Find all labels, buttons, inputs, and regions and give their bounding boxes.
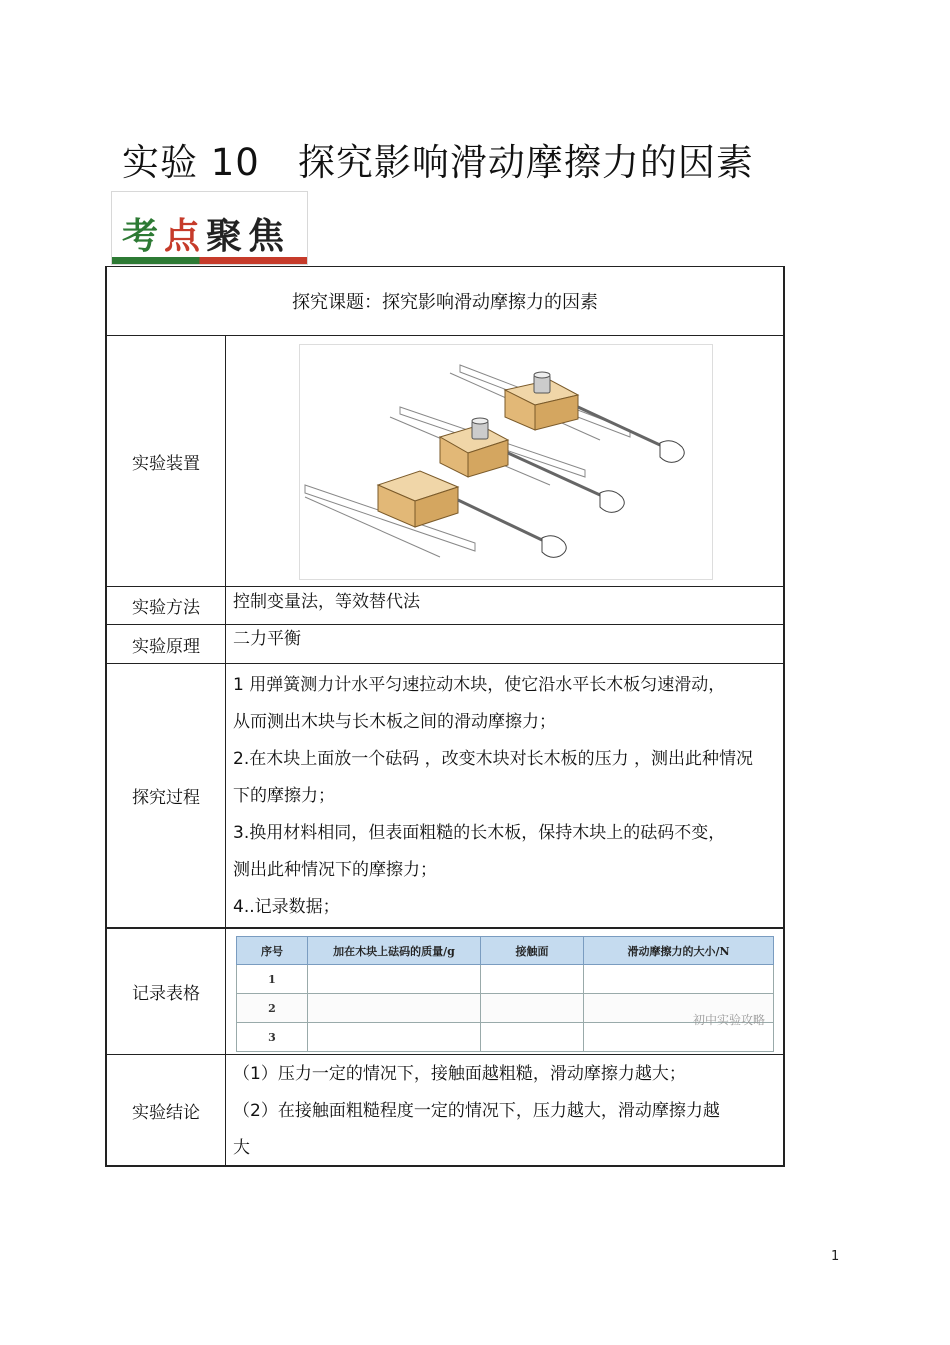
method-row	[105, 586, 785, 624]
section-badge	[111, 191, 308, 265]
principle-value: 二力平衡	[233, 629, 301, 649]
conclusion-line: （2）在接触面粗糙程度一定的情况下，压力越大，滑动摩擦力越	[233, 1101, 720, 1121]
process-line: 3.换用材料相同，但表面粗糙的长木板，保持木块上的砝码不变，	[233, 823, 726, 843]
process-line: 1 用弹簧测力计水平匀速拉动木块，使它沿水平长木板匀速滑动，	[233, 675, 726, 695]
record-index: 3	[237, 1023, 308, 1052]
record-header: 序号	[237, 937, 308, 965]
badge-underline	[112, 257, 307, 264]
topic-row	[105, 266, 785, 335]
method-value: 控制变量法，等效替代法	[233, 592, 420, 612]
conclusion-line: 大	[233, 1138, 250, 1158]
process-line: 2.在木块上面放一个砝码 ，改变木块对长木板的压力 ，测出此种情况	[233, 749, 754, 769]
principle-label: 实验原理	[107, 625, 226, 663]
record-index: 1	[237, 965, 308, 994]
topic-text: 探究课题：探究影响滑动摩擦力的因素	[292, 292, 598, 313]
principle-row	[105, 624, 785, 663]
method-label: 实验方法	[107, 587, 226, 624]
watermark-text: 初中实验攻略	[692, 1013, 765, 1027]
conclusion-row	[105, 1054, 785, 1167]
apparatus-illustration	[299, 344, 713, 580]
hand-icon	[542, 441, 684, 558]
apparatus-row	[105, 335, 785, 586]
conclusion-label: 实验结论	[107, 1055, 226, 1165]
record-header: 加在木块上砝码的质量/g	[308, 937, 481, 965]
process-line: 从而测出木块与长木板之间的滑动摩擦力；	[233, 712, 556, 732]
process-line: 4..记录数据；	[233, 897, 340, 917]
badge-char: 点	[164, 215, 207, 257]
wood-block-back	[505, 372, 578, 430]
page-number: 1	[831, 1249, 840, 1264]
process-line: 下的摩擦力；	[233, 786, 335, 806]
record-table	[236, 936, 774, 1052]
record-index: 2	[237, 994, 308, 1023]
badge-char: 聚	[206, 215, 249, 257]
conclusion-line: （1）压力一定的情况下，接触面越粗糙，滑动摩擦力越大；	[233, 1064, 686, 1084]
record-label: 记录表格	[107, 929, 226, 1054]
badge-char: 考	[122, 215, 165, 257]
badge-char: 焦	[248, 215, 291, 257]
process-row	[105, 663, 785, 927]
process-label: 探究过程	[107, 664, 226, 927]
record-header: 接触面	[481, 937, 584, 965]
apparatus-label: 实验装置	[107, 336, 226, 586]
page-title: 实验 10 探究影响滑动摩擦力的因素	[122, 141, 754, 184]
process-line: 测出此种情况下的摩擦力；	[233, 860, 437, 880]
table-row	[237, 965, 774, 994]
record-header: 滑动摩擦力的大小/N	[584, 937, 774, 965]
record-row	[105, 927, 785, 1054]
